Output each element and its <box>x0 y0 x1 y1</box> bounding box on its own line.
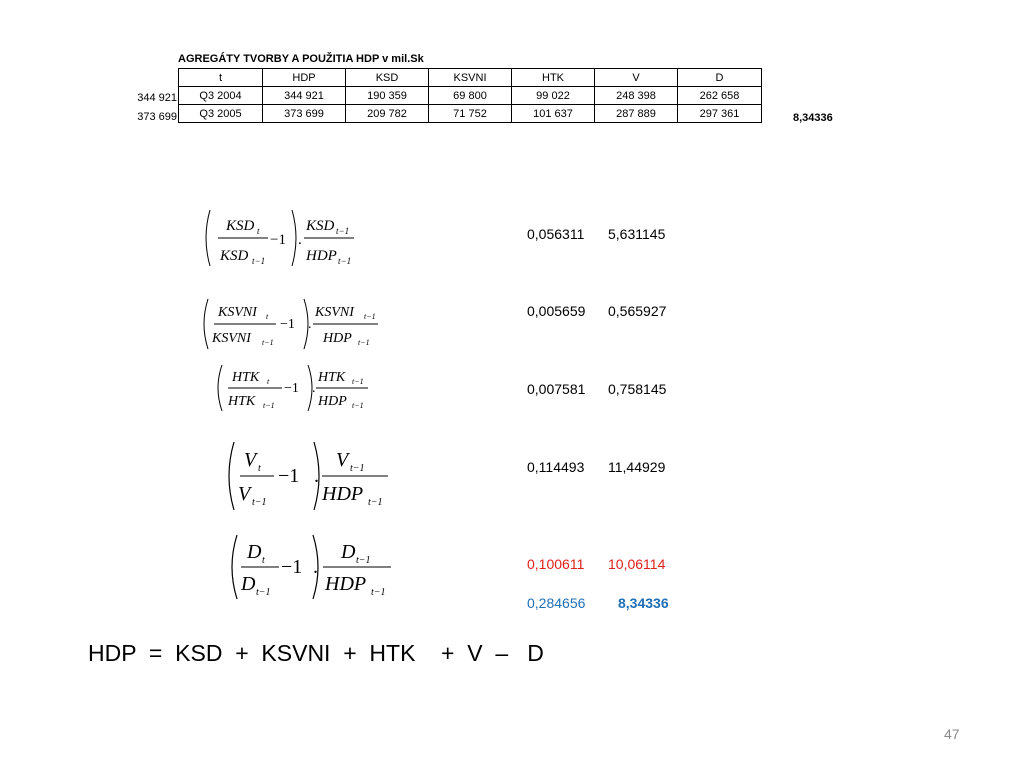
table-cell: 344 921 <box>263 87 346 105</box>
summary-share: 0,284656 <box>527 595 586 611</box>
dot: . <box>313 556 318 578</box>
page-number: 47 <box>944 726 960 742</box>
subscript: t−1 <box>336 226 350 236</box>
table-row <box>179 105 762 123</box>
formula-numerator2: V <box>336 449 349 471</box>
dot: . <box>308 317 312 332</box>
formula-denominator: D <box>241 573 256 595</box>
formula-numerator2: KSVNI <box>315 305 354 320</box>
formula-htk <box>212 362 372 414</box>
minus-one: −1 <box>278 465 300 487</box>
formula-numerator: D <box>247 541 262 563</box>
table-cell: 373 699 <box>263 105 346 123</box>
table-cell: 69 800 <box>429 87 512 105</box>
formula-denominator: KSD <box>220 248 249 264</box>
subscript: t <box>267 377 270 386</box>
table-cell: Q3 2005 <box>179 105 263 123</box>
formula-base: HDP <box>322 483 364 505</box>
subscript: t−1 <box>352 377 364 386</box>
subscript: t−1 <box>338 256 352 266</box>
share-value: 0,114493 <box>527 459 585 475</box>
minus-one: −1 <box>284 381 299 396</box>
header-t: t <box>179 69 263 87</box>
dot: . <box>314 465 319 487</box>
percent-value: 5,631145 <box>608 226 666 242</box>
identity-equation: HDP = KSD + KSVNI + HTK + V – D <box>88 640 544 666</box>
share-value-d: 0,100611 <box>527 556 585 572</box>
table-cell: 262 658 <box>678 87 762 105</box>
formula-denominator: KSVNI <box>212 331 251 346</box>
formula-numerator: KSD <box>226 218 255 234</box>
share-value: 0,056311 <box>527 226 585 242</box>
subscript: t−1 <box>262 338 274 347</box>
table-cell: 248 398 <box>595 87 678 105</box>
percent-value-d: 10,06114 <box>608 556 666 572</box>
table-title: AGREGÁTY TVORBY A POUŽITIA HDP v mil.Sk <box>178 53 424 65</box>
table-cell: 99 022 <box>512 87 595 105</box>
formula-ksvni <box>198 296 388 352</box>
subscript: t−1 <box>350 463 365 474</box>
table-cell: 71 752 <box>429 105 512 123</box>
formula-d <box>225 532 400 602</box>
subscript: t−1 <box>371 587 386 598</box>
subscript: t <box>258 463 261 474</box>
table-cell: 209 782 <box>346 105 429 123</box>
formula-numerator: V <box>244 449 257 471</box>
formula-base: HDP <box>318 394 347 409</box>
table-cell: Q3 2004 <box>179 87 263 105</box>
header-ksvni: KSVNI <box>429 69 512 87</box>
subscript: t−1 <box>358 338 370 347</box>
subscript: t−1 <box>356 555 371 566</box>
formula-ksd <box>200 207 370 269</box>
formula-v <box>222 438 397 514</box>
subscript: t <box>266 312 269 321</box>
table-cell: 190 359 <box>346 87 429 105</box>
subscript: t−1 <box>352 401 364 410</box>
formula-denominator: HTK <box>228 394 256 409</box>
table-cell: 297 361 <box>678 105 762 123</box>
header-ksd: KSD <box>346 69 429 87</box>
minus-one: −1 <box>270 232 286 248</box>
minus-one: −1 <box>281 556 303 578</box>
share-value: 0,005659 <box>527 303 586 319</box>
subscript: t−1 <box>252 256 266 266</box>
table-row <box>179 87 762 105</box>
formula-numerator2: D <box>341 541 356 563</box>
percent-value: 11,44929 <box>608 459 666 475</box>
subscript: t−1 <box>368 497 383 508</box>
formula-numerator2: HTK <box>318 370 346 385</box>
formula-numerator: KSVNI <box>218 305 257 320</box>
table-cell: 101 637 <box>512 105 595 123</box>
header-d: D <box>678 69 762 87</box>
formula-base: HDP <box>306 248 337 264</box>
subscript: t−1 <box>252 497 267 508</box>
aggregates-table <box>178 68 762 123</box>
subscript: t−1 <box>263 401 275 410</box>
header-htk: HTK <box>512 69 595 87</box>
summary-percent: 8,34336 <box>618 595 669 611</box>
percent-value: 0,758145 <box>608 381 667 397</box>
table-total: 8,34336 <box>793 112 833 124</box>
row-label: 373 699 <box>137 111 177 123</box>
subscript: t <box>262 555 265 566</box>
table-header-row <box>179 69 762 87</box>
minus-one: −1 <box>280 317 295 332</box>
share-value: 0,007581 <box>527 381 586 397</box>
formula-numerator: HTK <box>232 370 260 385</box>
row-label: 344 921 <box>137 92 177 104</box>
table-cell: 287 889 <box>595 105 678 123</box>
subscript: t−1 <box>256 587 271 598</box>
formula-base: HDP <box>325 573 367 595</box>
header-v: V <box>595 69 678 87</box>
formula-numerator2: KSD <box>306 218 335 234</box>
percent-value: 0,565927 <box>608 303 667 319</box>
dot: . <box>298 232 302 248</box>
header-hdp: HDP <box>263 69 346 87</box>
dot: . <box>312 381 316 396</box>
subscript: t−1 <box>364 312 376 321</box>
formula-denominator: V <box>238 483 251 505</box>
subscript: t <box>257 226 260 236</box>
formula-base: HDP <box>323 331 352 346</box>
